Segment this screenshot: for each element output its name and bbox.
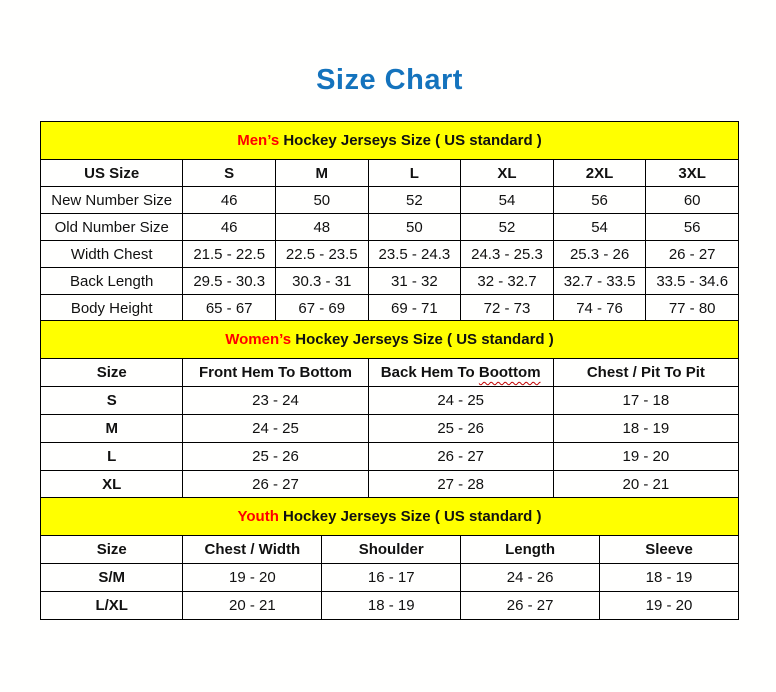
table-cell: 46 bbox=[183, 214, 276, 241]
table-row bbox=[41, 415, 739, 443]
table-header-row bbox=[41, 160, 739, 187]
mens-section-header-row bbox=[41, 122, 739, 160]
table-cell: 24 - 25 bbox=[183, 415, 368, 443]
table-cell: 29.5 - 30.3 bbox=[183, 268, 276, 295]
youth-section-header-row bbox=[41, 498, 739, 536]
table-header-cell: Chest / Pit To Pit bbox=[553, 359, 738, 387]
table-cell: 25 - 26 bbox=[368, 415, 553, 443]
womens-size-table bbox=[40, 320, 739, 499]
table-cell: 26 - 27 bbox=[461, 592, 600, 620]
table-cell: 18 - 19 bbox=[322, 592, 461, 620]
youth-size-table bbox=[40, 497, 739, 620]
table-header-cell bbox=[368, 359, 553, 387]
table-cell: 24 - 26 bbox=[461, 564, 600, 592]
table-cell: 22.5 - 23.5 bbox=[275, 241, 368, 268]
table-header-cell: Length bbox=[461, 536, 600, 564]
table-row bbox=[41, 187, 739, 214]
table-cell: 32 - 32.7 bbox=[461, 268, 554, 295]
page-title: Size Chart bbox=[316, 64, 463, 96]
row-label: Old Number Size bbox=[41, 214, 183, 241]
table-header-cell: Size bbox=[41, 359, 183, 387]
table-cell: 19 - 20 bbox=[600, 592, 739, 620]
table-cell: 46 bbox=[183, 187, 276, 214]
table-header-cell: Size bbox=[41, 536, 183, 564]
row-label: S bbox=[41, 387, 183, 415]
table-row bbox=[41, 564, 739, 592]
table-cell: 31 - 32 bbox=[368, 268, 461, 295]
table-cell: 65 - 67 bbox=[183, 295, 276, 322]
table-cell: 16 - 17 bbox=[322, 564, 461, 592]
mens-header-highlight: Men’s bbox=[237, 132, 280, 149]
table-cell: 17 - 18 bbox=[553, 387, 738, 415]
womens-section-header-row bbox=[41, 321, 739, 359]
table-cell: 18 - 19 bbox=[600, 564, 739, 592]
table-row bbox=[41, 295, 739, 322]
table-cell: 18 - 19 bbox=[553, 415, 738, 443]
row-label: S/M bbox=[41, 564, 183, 592]
table-row bbox=[41, 471, 739, 499]
youth-header-text: Hockey Jerseys Size ( US standard ) bbox=[278, 508, 542, 525]
table-cell: 30.3 - 31 bbox=[275, 268, 368, 295]
table-cell: 60 bbox=[646, 187, 739, 214]
table-header-cell: XL bbox=[461, 160, 554, 187]
row-label: Back Length bbox=[41, 268, 183, 295]
table-cell: 52 bbox=[368, 187, 461, 214]
table-cell: 20 - 21 bbox=[553, 471, 738, 499]
table-cell: 52 bbox=[461, 214, 554, 241]
table-cell: 21.5 - 22.5 bbox=[183, 241, 276, 268]
table-header-cell: 3XL bbox=[646, 160, 739, 187]
table-header-cell: 2XL bbox=[553, 160, 646, 187]
table-cell: 54 bbox=[553, 214, 646, 241]
table-header-cell: S bbox=[183, 160, 276, 187]
table-header-cell: Shoulder bbox=[322, 536, 461, 564]
table-cell: 25 - 26 bbox=[183, 443, 368, 471]
table-cell: 48 bbox=[275, 214, 368, 241]
table-cell: 56 bbox=[553, 187, 646, 214]
table-header-cell: Chest / Width bbox=[183, 536, 322, 564]
table-cell: 19 - 20 bbox=[553, 443, 738, 471]
table-row bbox=[41, 241, 739, 268]
row-label: M bbox=[41, 415, 183, 443]
table-cell: 23.5 - 24.3 bbox=[368, 241, 461, 268]
table-row bbox=[41, 268, 739, 295]
womens-section-header bbox=[41, 321, 739, 359]
row-label: Width Chest bbox=[41, 241, 183, 268]
row-label: L/XL bbox=[41, 592, 183, 620]
table-row bbox=[41, 214, 739, 241]
table-header-row bbox=[41, 536, 739, 564]
table-cell: 24.3 - 25.3 bbox=[461, 241, 554, 268]
table-cell: 33.5 - 34.6 bbox=[646, 268, 739, 295]
table-header-cell: L bbox=[368, 160, 461, 187]
table-header-cell: M bbox=[275, 160, 368, 187]
mens-size-table bbox=[40, 121, 739, 322]
table-cell: 26 - 27 bbox=[183, 471, 368, 499]
table-cell: 77 - 80 bbox=[646, 295, 739, 322]
back-hem-misspelled-word: Boottom bbox=[478, 364, 541, 381]
table-cell: 19 - 20 bbox=[183, 564, 322, 592]
table-header-row bbox=[41, 359, 739, 387]
table-cell: 50 bbox=[275, 187, 368, 214]
table-cell: 72 - 73 bbox=[461, 295, 554, 322]
table-cell: 25.3 - 26 bbox=[553, 241, 646, 268]
youth-section-header bbox=[41, 498, 739, 536]
table-header-cell: US Size bbox=[41, 160, 183, 187]
table-cell: 54 bbox=[461, 187, 554, 214]
row-label: New Number Size bbox=[41, 187, 183, 214]
table-cell: 32.7 - 33.5 bbox=[553, 268, 646, 295]
youth-header-highlight: Youth bbox=[237, 508, 279, 525]
table-cell: 56 bbox=[646, 214, 739, 241]
table-cell: 24 - 25 bbox=[368, 387, 553, 415]
table-cell: 69 - 71 bbox=[368, 295, 461, 322]
size-chart bbox=[40, 121, 739, 620]
table-cell: 26 - 27 bbox=[368, 443, 553, 471]
back-hem-text: Back Hem To bbox=[380, 364, 479, 381]
womens-header-text: Hockey Jerseys Size ( US standard ) bbox=[291, 331, 554, 348]
table-cell: 74 - 76 bbox=[553, 295, 646, 322]
mens-header-text: Hockey Jerseys Size ( US standard ) bbox=[279, 132, 542, 149]
table-cell: 27 - 28 bbox=[368, 471, 553, 499]
table-header-cell: Sleeve bbox=[600, 536, 739, 564]
table-cell: 20 - 21 bbox=[183, 592, 322, 620]
table-row bbox=[41, 592, 739, 620]
table-row bbox=[41, 387, 739, 415]
table-cell: 50 bbox=[368, 214, 461, 241]
table-row bbox=[41, 443, 739, 471]
table-header-cell: Front Hem To Bottom bbox=[183, 359, 368, 387]
table-cell: 23 - 24 bbox=[183, 387, 368, 415]
row-label: Body Height bbox=[41, 295, 183, 322]
table-cell: 67 - 69 bbox=[275, 295, 368, 322]
mens-section-header bbox=[41, 122, 739, 160]
table-cell: 26 - 27 bbox=[646, 241, 739, 268]
womens-header-highlight: Women’s bbox=[225, 331, 292, 348]
row-label: XL bbox=[41, 471, 183, 499]
row-label: L bbox=[41, 443, 183, 471]
